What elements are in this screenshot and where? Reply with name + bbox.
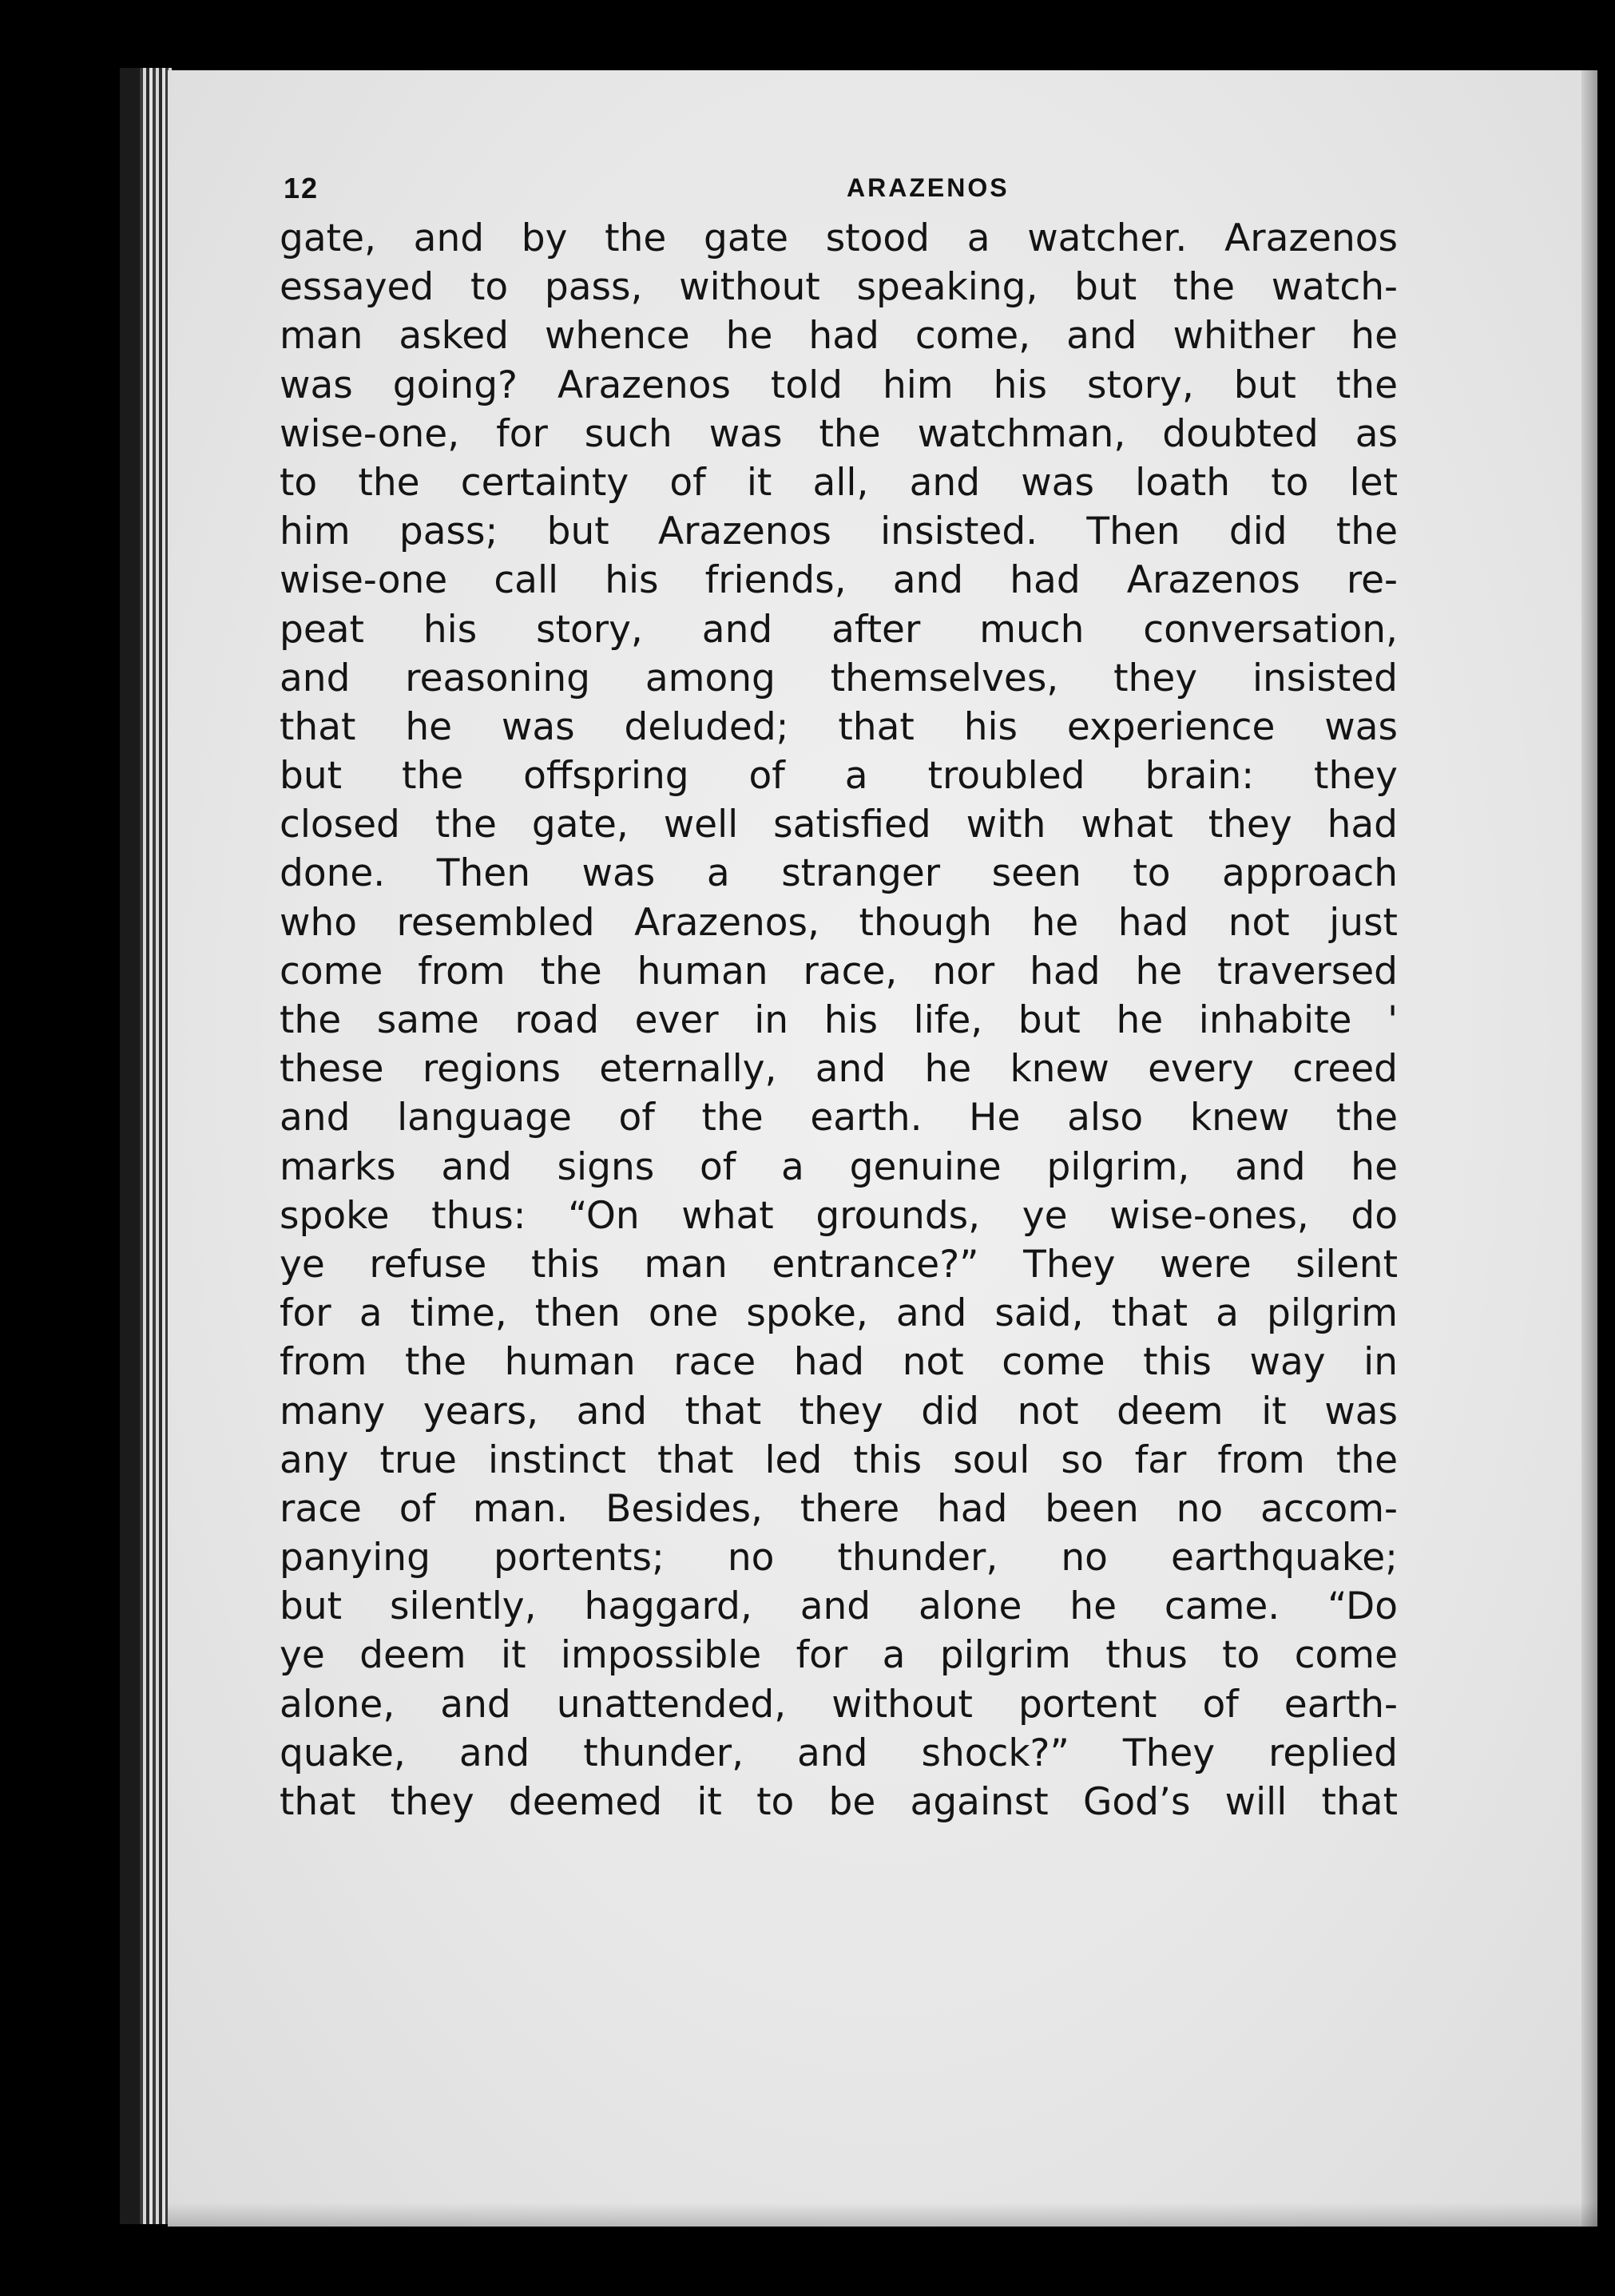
- text-line: but silently, haggard, and alone he came. “Do: [280, 1584, 1398, 1629]
- text-line: to the certainty of it all, and was loath to let: [280, 460, 1398, 505]
- text-line: many years, and that they did not deem it was: [280, 1389, 1398, 1434]
- text-line: race of man. Besides, there had been no accom-: [280, 1486, 1398, 1531]
- text-line: for a time, then one spoke, and said, that a pilgrim: [280, 1291, 1398, 1336]
- text-line: spoke thus: “On what grounds, ye wise-ones, do: [280, 1193, 1398, 1238]
- text-line: from the human race had not come this way in: [280, 1340, 1398, 1385]
- body-text: [280, 214, 1398, 1826]
- text-line: the same road ever in his life, but he inhabite ': [280, 998, 1398, 1042]
- text-line: ye deem it impossible for a pilgrim thus to come: [280, 1633, 1398, 1678]
- text-line: wise-one call his friends, and had Arazenos re-: [280, 558, 1398, 603]
- page-stack-edge: [140, 68, 172, 2224]
- text-line: done. Then was a stranger seen to approach: [280, 851, 1398, 896]
- text-line: who resembled Arazenos, though he had not just: [280, 900, 1398, 945]
- page-header: [284, 172, 1394, 220]
- running-title: ARAZENOS: [847, 173, 1010, 202]
- text-line: closed the gate, well satisfied with what they had: [280, 803, 1398, 847]
- text-line: and language of the earth. He also knew the: [280, 1096, 1398, 1140]
- text-line: these regions eternally, and he knew every creed: [280, 1047, 1398, 1092]
- text-line: quake, and thunder, and shock?” They replied: [280, 1731, 1398, 1775]
- text-line: alone, and unattended, without portent of earth-: [280, 1682, 1398, 1727]
- text-line: man asked whence he had come, and whither he: [280, 314, 1398, 359]
- text-line: peat his story, and after much conversation,: [280, 607, 1398, 652]
- text-line: panying portents; no thunder, no earthquake;: [280, 1536, 1398, 1580]
- text-line: him pass; but Arazenos insisted. Then did the: [280, 510, 1398, 554]
- page-number: 12: [284, 172, 319, 204]
- text-line: any true instinct that led this soul so far from the: [280, 1437, 1398, 1482]
- text-line: ye refuse this man entrance?” They were silent: [280, 1242, 1398, 1287]
- text-line: that they deemed it to be against God’s will that: [280, 1780, 1398, 1824]
- text-line: essayed to pass, without speaking, but the watch-: [280, 265, 1398, 310]
- text-line: that he was deluded; that his experience was: [280, 704, 1398, 749]
- page-bottom-shadow: [168, 2203, 1597, 2227]
- text-line: marks and signs of a genuine pilgrim, and he: [280, 1144, 1398, 1189]
- text-line: gate, and by the gate stood a watcher. Arazenos: [280, 216, 1398, 260]
- text-line: come from the human race, nor had he traversed: [280, 949, 1398, 993]
- text-line: was going? Arazenos told him his story, but the: [280, 363, 1398, 407]
- text-line: wise-one, for such was the watchman, doubted as: [280, 411, 1398, 456]
- text-line: and reasoning among themselves, they insisted: [280, 656, 1398, 700]
- page-right-edge: [1581, 70, 1597, 2227]
- text-line: but the offspring of a troubled brain: they: [280, 754, 1398, 799]
